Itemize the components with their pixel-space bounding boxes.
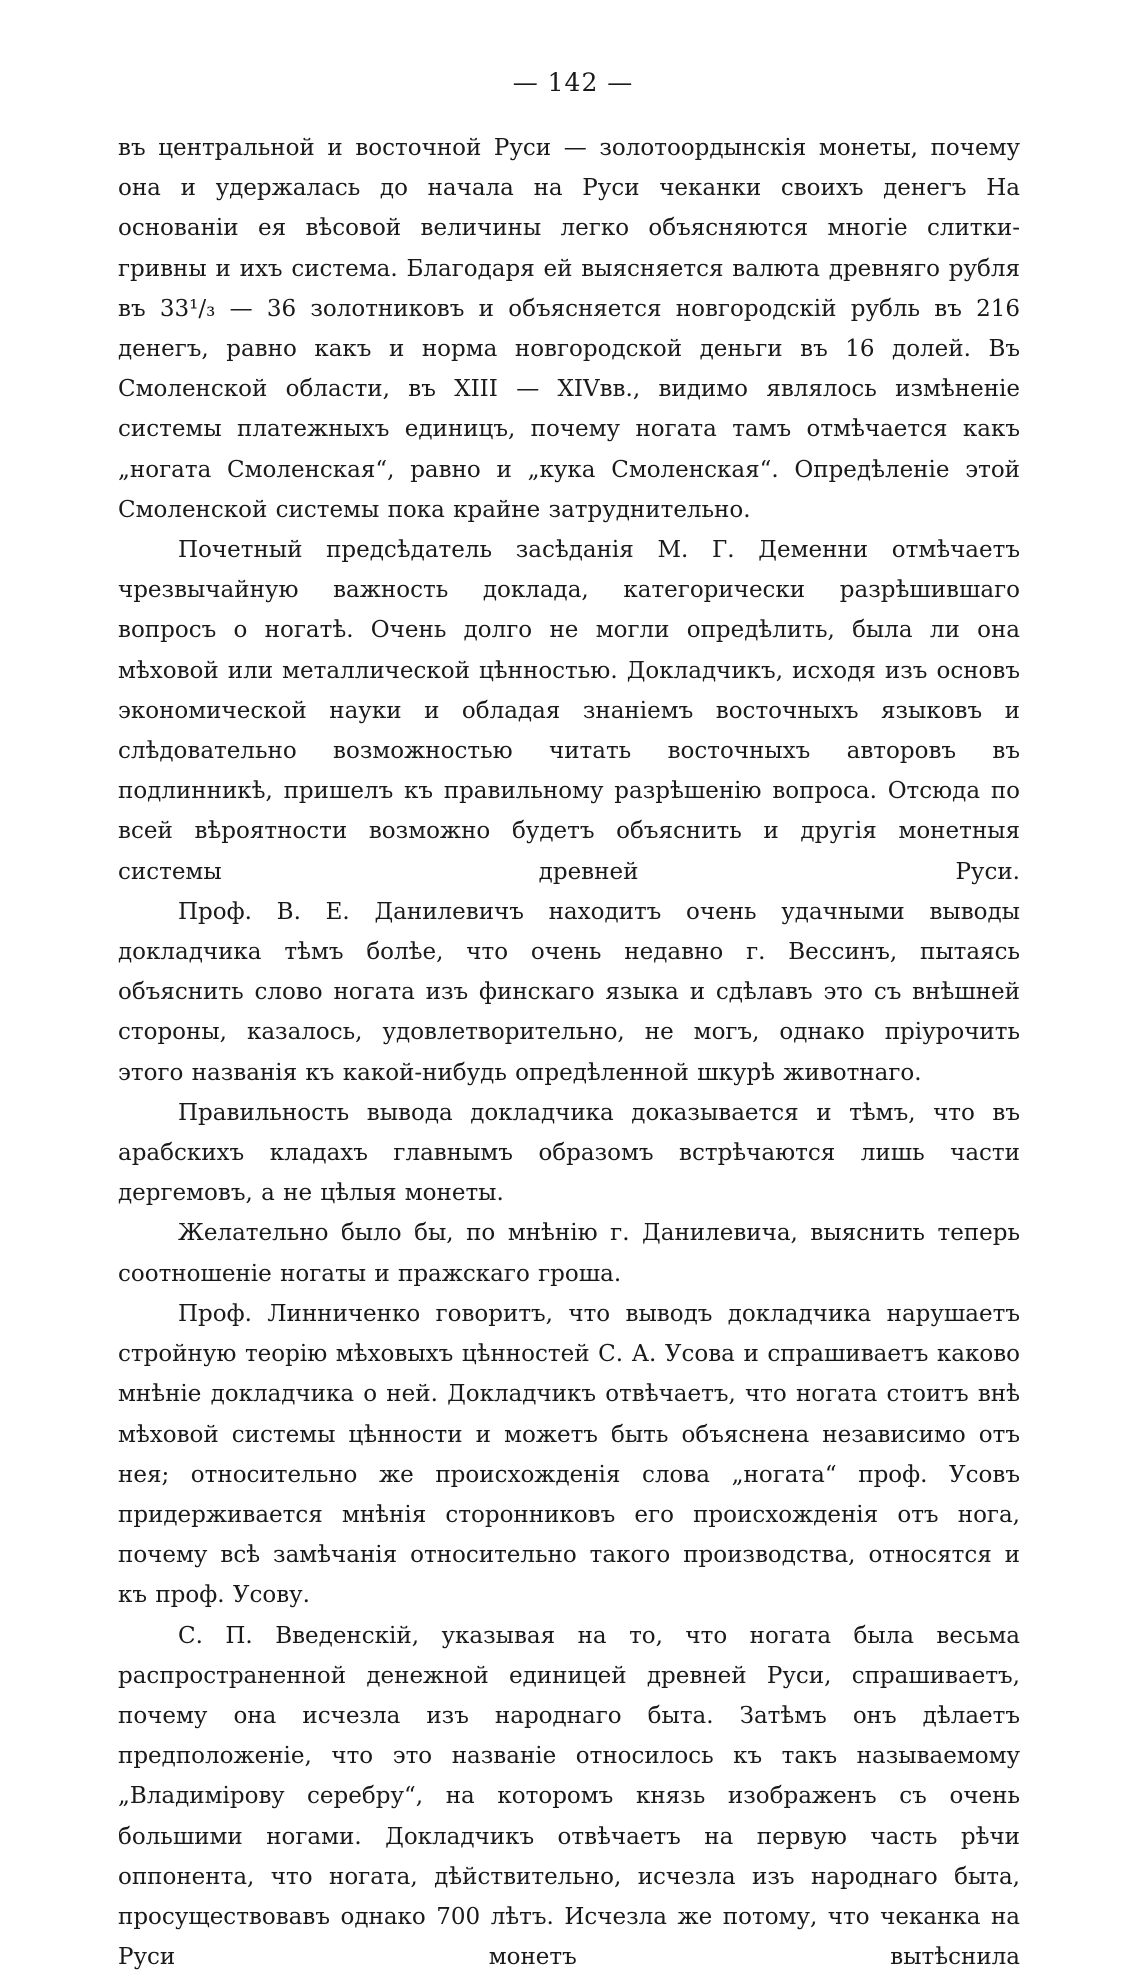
paragraph-4: Правильность вывода докладчика доказывается и тѣмъ, что въ арабскихъ кладахъ главнымъ образомъ встрѣчаются лишь части дергемовъ, а не цѣлыя монеты. xyxy=(118,1099,1020,1207)
paragraph-3: Проф. В. Е. Данилевичъ находитъ очень удачными выводы докладчика тѣмъ болѣе, что очень недавно г. Вессинъ, пытаясь объяснить слово ногата изъ финскаго языка и сдѣлавъ это съ внѣшней стороны, казалось, удовлетворительно, не могъ, однако пріурочить этого названія къ какой-нибудь опредѣленной шкурѣ животнаго. xyxy=(118,898,1020,1086)
paragraph-5: Желательно было бы, по мнѣнію г. Данилевича, выяснить теперь соотношеніе ногаты и пражскаго гроша. xyxy=(118,1220,1020,1287)
paragraph-1: въ центральной и восточной Руси — золотоордынскія монеты, почему она и удержалась до начала на Руси чеканки своихъ денегъ На основаніи ея вѣсовой величины легко объясняются многіе слитки-гривны и ихъ система. Благодаря ей выясняется валюта древняго рубля въ 33¹/₃ — 36 золотниковъ и объясняется новгородскій рубль въ 216 денегъ, равно какъ и норма новгородской деньги въ 16 долей. Въ Смоленской области, въ XIII — XIVвв., видимо являлось измѣненіе системы платежныхъ единицъ, почему ногата тамъ отмѣчается какъ „ногата Смоленская“, равно и „кука Смоленская“. Опредѣленіе этой Смоленской системы пока крайне затруднительно. xyxy=(118,135,1020,523)
paragraph-7: С. П. Введенскій, указывая на то, что ногата была весьма распространенной денежной единицей древней Руси, спрашиваетъ, почему она исчезла изъ народнаго быта. Затѣмъ онъ дѣлаетъ предположеніе, что это названіе относилось къ такъ называемому „Владиміровy серебру“, на которомъ князь изображенъ съ очень большими ногами. Докладчикъ отвѣчаетъ на первую часть рѣчи оппонента, что ногата, дѣйствительно, исчезла изъ народнаго быта, просуществовавъ однако 700 лѣтъ. Исчезла же потому, что чеканка на Руси монетъ вытѣснила xyxy=(118,1622,1020,1971)
page-number: — 142 — xyxy=(512,68,634,97)
paragraph-6: Проф. Линниченко говоритъ, что выводъ докладчика нарушаетъ стройную теорію мѣховыхъ цѣнностей С. А. Усова и спрашиваетъ каково мнѣніе докладчика о ней. Докладчикъ отвѣчаетъ, что ногата стоитъ внѣ мѣховой системы цѣнности и можетъ быть объяснена независимо отъ нея; относительно же происхожденія слова „ногата“ проф. Усовъ придерживается мнѣнія сторонниковъ его происхожденія отъ нога, почему всѣ замѣчанія относительно такого производства, относятся и къ проф. Усову. xyxy=(118,1300,1020,1609)
page-text-body xyxy=(118,128,1020,1977)
paragraph-2: Почетный предсѣдатель засѣданія М. Г. Деменни отмѣчаетъ чрезвычайную важность доклада, категорически разрѣшившаго вопросъ о ногатѣ. Очень долго не могли опредѣлить, была ли она мѣховой или металлической цѣнностью. Докладчикъ, исходя изъ основъ экономической науки и обладая знаніемъ восточныхъ языковъ и слѣдовательно возможностью читать восточныхъ авторовъ въ подлинникѣ, пришелъ къ правильному разрѣшенію вопроса. Отсюда по всей вѣроятности возможно будетъ объяснить и другія монетныя системы древней Руси. xyxy=(118,537,1020,885)
